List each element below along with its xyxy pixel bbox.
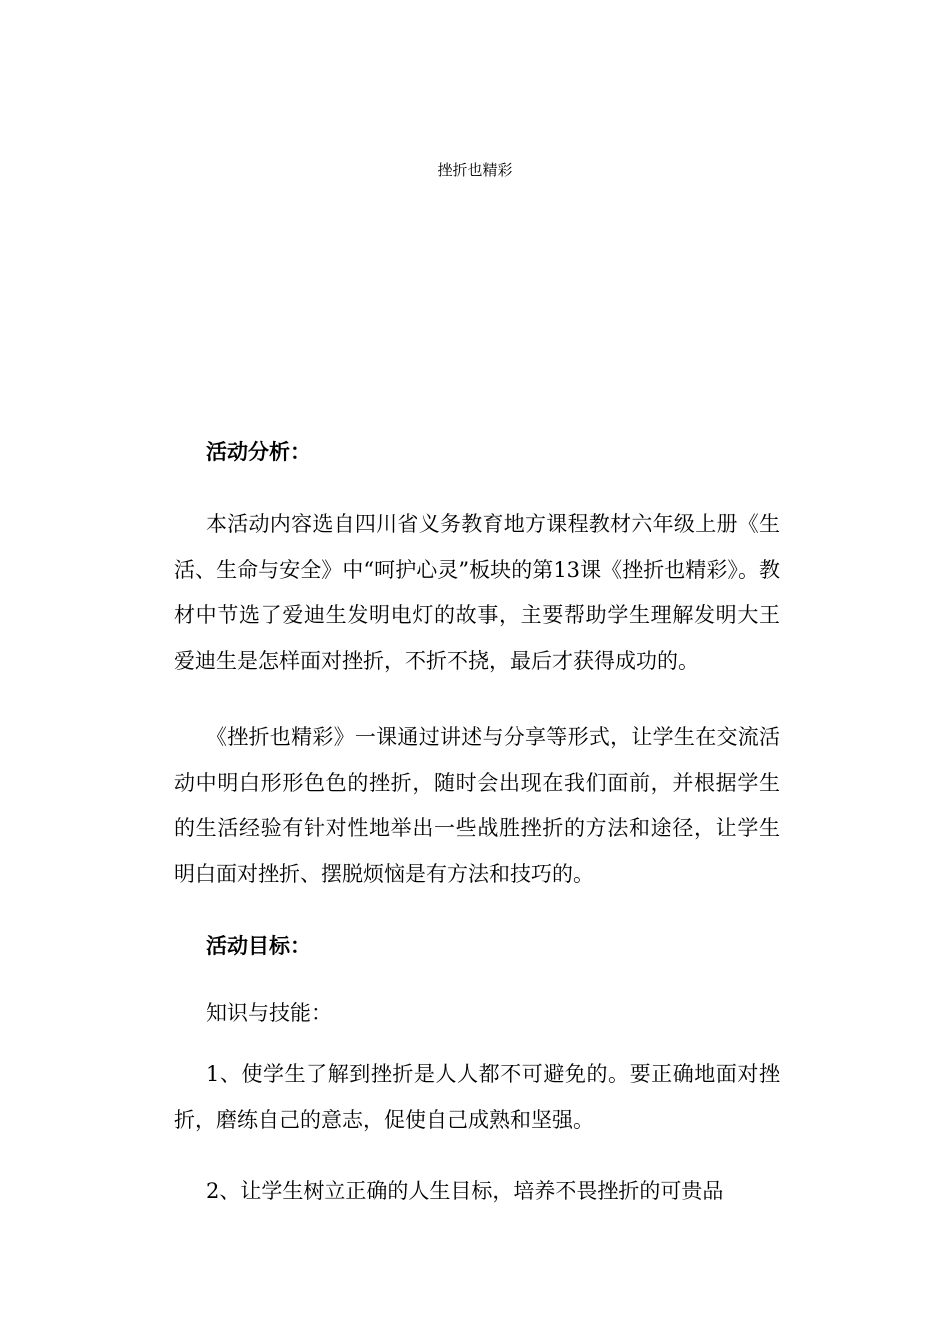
goal-item-1: 1、使学生了解到挫折是人人都不可避免的。要正确地面对挫折，磨练自己的意志，促使自己成熟和坚强。 xyxy=(174,1062,780,1132)
analysis-paragraph-2: 《挫折也精彩》一课通过讲述与分享等形式，让学生在交流活动中明白形形色色的挫折，随时会出现在我们面前，并根据学生的生活经验有针对性地举出一些战胜挫折的方法和途径，让学生明白面对挫折、摆脱烦恼是有方法和技巧的。 xyxy=(174,725,780,886)
goals-heading: 活动目标： xyxy=(206,933,311,958)
analysis-paragraph-1: 本活动内容选自四川省义务教育地方课程教材六年级上册《生活、生命与安全》中“呵护心灵”板块的第13课《挫折也精彩》。教材中节选了爱迪生发明电灯的故事，主要帮助学生理解发明大王爱迪生是怎样面对挫折，不折不挠，最后才获得成功的。 xyxy=(174,512,780,673)
document-title: 挫折也精彩 xyxy=(437,161,513,179)
analysis-heading: 活动分析： xyxy=(206,439,311,464)
document-body xyxy=(174,434,780,1237)
goals-subheading: 知识与技能： xyxy=(206,1001,332,1025)
goal-item-2: 2、让学生树立正确的人生目标，培养不畏挫折的可贵品 xyxy=(206,1179,724,1203)
